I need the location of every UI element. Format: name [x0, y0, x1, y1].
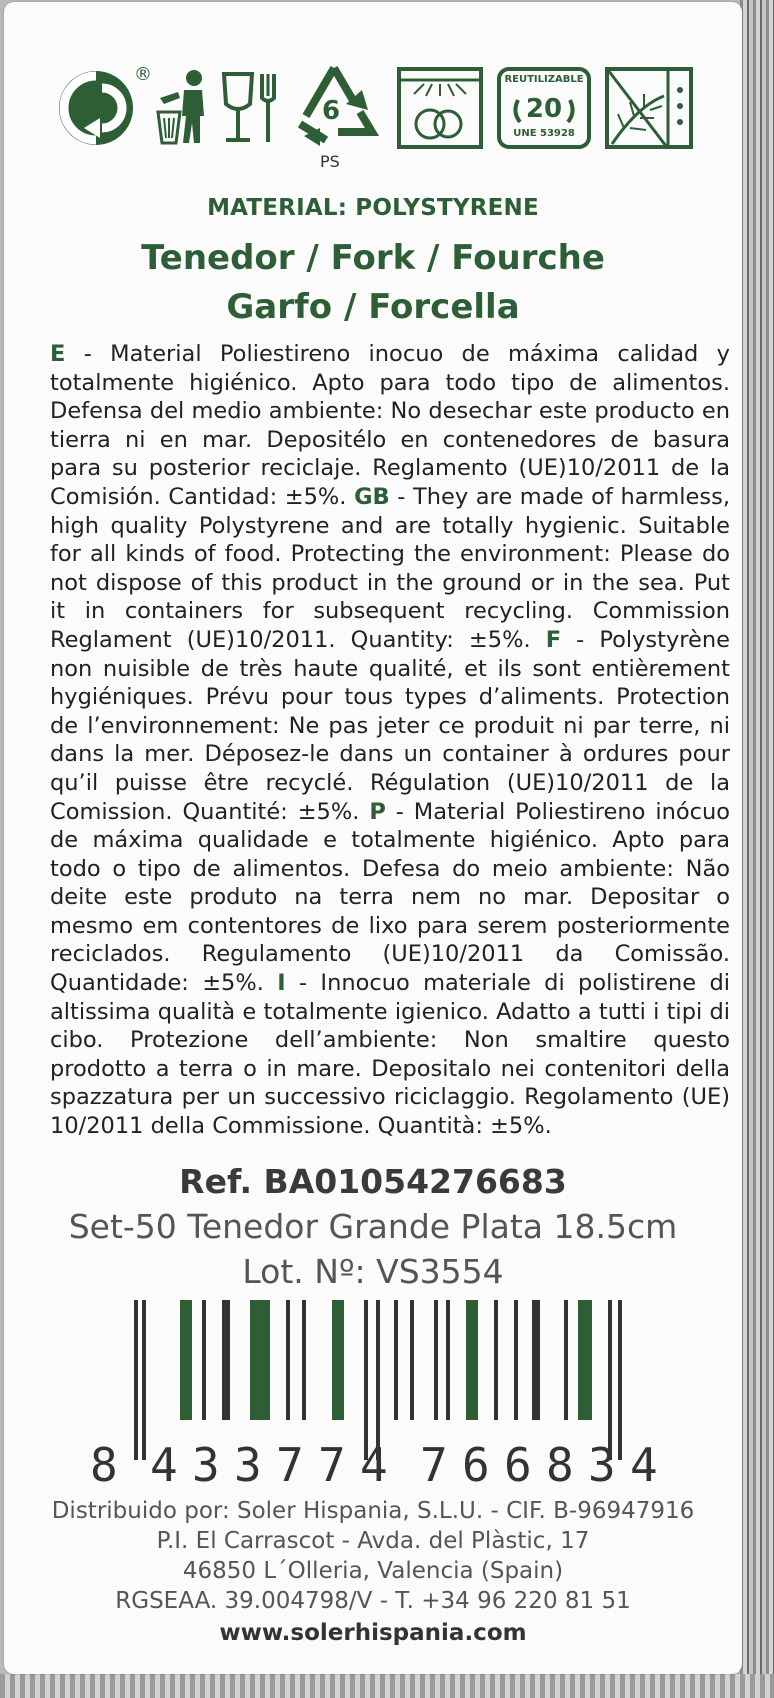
icon-row [4, 58, 742, 171]
barcode-bar [142, 1300, 146, 1460]
barcode-bar [494, 1300, 498, 1420]
barcode-digit: 3 [192, 1438, 220, 1492]
footer-website[interactable]: www.solerhispania.com [219, 1620, 527, 1646]
barcode-digit: 7 [318, 1438, 346, 1492]
barcode-bar [180, 1300, 192, 1420]
material-title: MATERIAL: POLYSTYRENE [207, 195, 539, 221]
barcode-bar [332, 1300, 344, 1420]
barcode-bar [410, 1300, 414, 1420]
barcode-digit: 3 [588, 1438, 616, 1492]
barcode-bar [608, 1300, 612, 1460]
dishwasher-icon [396, 66, 484, 150]
freezer-leaf-icon [604, 66, 694, 150]
barcode-digits [90, 1438, 690, 1498]
barcode-bar [514, 1300, 518, 1420]
barcode-bar [286, 1300, 290, 1420]
tidyman-icon [154, 68, 214, 148]
barcode [94, 1300, 664, 1460]
barcode-bar [134, 1300, 138, 1460]
product-name-line-1: Tenedor / Fork / Fourche [141, 238, 605, 278]
lang-text-p: - Material Poliestireno inócuo de máxima qualidade e totalmente higiénico. Apto para todo o tipo de alimentos. Defesa do meio ambiente: Não deite este produto na terra nem no mar. Depositar o mesmo em contentores de lixo para serem posteriormente reciclados. Regulamento (UE)10/2011 da Comissão. Quantidade: ±5%. [50, 798, 731, 997]
barcode-bar [466, 1300, 478, 1420]
barcode-bar [434, 1300, 438, 1420]
lang-code-i: I [277, 970, 286, 997]
product-description: Set-50 Tenedor Grande Plata 18.5cm [68, 1207, 678, 1246]
reusable-count: 20 [525, 94, 563, 124]
lang-text-i: - Innocuo materiale di polistirene di altissima qualità e totalmente igienico. Adatto a tutti i tipi di cibo. Protezione dell’ambiente: Non smaltire questo prodotto a terra o in mare. Depositalo nei contenitori della spazzatura per un successivo riciclaggio. Regolamento (UE) 10/2011 della Commissione. Quantità: ±5%. [50, 970, 730, 1140]
product-name-line-2: Garfo / Forcella [226, 287, 520, 327]
food-safe-icon [218, 70, 288, 146]
barcode-bar [532, 1300, 540, 1420]
reusable-norm: UNE 53928 [513, 128, 575, 139]
barcode-digit: 4 [630, 1438, 658, 1492]
footer-city: 46850 L´Olleria, Valencia (Spain) [182, 1558, 564, 1584]
barcode-digit: 3 [234, 1438, 262, 1492]
barcode-digit: 4 [360, 1438, 388, 1492]
reusable-title: REUTILIZABLE [504, 74, 584, 85]
barcode-bar [618, 1300, 622, 1460]
barcode-bar [578, 1300, 592, 1420]
barcode-digit: 7 [276, 1438, 304, 1492]
lot-number: Lot. Nº: VS3554 [242, 1252, 504, 1291]
barcode-digit: 7 [420, 1438, 448, 1492]
barcode-bar [564, 1300, 568, 1420]
green-dot-icon [56, 68, 136, 148]
registered-mark: ® [134, 64, 152, 85]
footer-distributor: Distribuido por: Soler Hispania, S.L.U. - CIF. B-96947916 [51, 1498, 695, 1524]
barcode-bar [364, 1300, 368, 1460]
barcode-digit: 6 [462, 1438, 490, 1492]
barcode-bar [394, 1300, 398, 1420]
lang-text-gb: - They are made of harmless, high quality Polystyrene and are totally hygienic. Suitable for all kinds of food. Protecting the environment: Please do not dispose of this product in the ground or in the sea. Put it in containers for subsequent recycling. Commission Reglament (UE)10/2011. Quantity: ±5%. [50, 483, 730, 653]
lang-code-f: F [545, 626, 562, 653]
barcode-digit: 6 [504, 1438, 532, 1492]
footer-registry: RGSEAA. 39.004798/V - T. +34 96 220 81 51 [115, 1588, 631, 1614]
barcode-bar [250, 1300, 270, 1420]
product-label [4, 2, 742, 1674]
footer-address: P.I. El Carrascot - Avda. del Plàstic, 17 [156, 1528, 590, 1554]
lang-text-f: - Polystyrène non nuisible de très haute qualité, et ils sont entièrement hygiéniques. Prévu pour tous types d’aliments. Protection de l’environnement: Ne pas jeter ce produit ni par terre, ni dans la mer. Déposez-le dans un container à ordures pour qu’il puisse être recyclé. Régulation (UE)10/2011 de la Comission. Quantité: ±5%. [50, 626, 730, 825]
recycle-code: PS [320, 152, 340, 171]
lang-code-e: E [50, 341, 66, 367]
barcode-digit: 8 [546, 1438, 574, 1492]
lang-code-gb: GB [354, 483, 390, 510]
barcode-bar [202, 1300, 206, 1420]
reference-number: Ref. BA01054276683 [179, 1162, 567, 1201]
lang-code-p: P [369, 798, 386, 825]
lang-text-e: - Material Poliestireno inocuo de máxima calidad y totalmente higiénico. Apto para todo tipo de alimentos. Defensa del medio ambiente: No desechar este producto en tierra ni en mar. Depositélo en contenedores de basura para su posterior reciclaje. Reglamento (UE)10/2011 de la Comisión. Cantidad: ±5%. [50, 341, 730, 510]
barcode-bar [376, 1300, 380, 1460]
multilingual-description [50, 340, 730, 1141]
barcode-digit: 8 [90, 1438, 118, 1492]
barcode-digit: 4 [150, 1438, 178, 1492]
barcode-bar [446, 1300, 450, 1420]
recycle-number: 6 [322, 96, 341, 126]
background-bottom-stripes [0, 1674, 774, 1698]
barcode-bar [222, 1300, 230, 1420]
barcode-bar [302, 1300, 306, 1420]
background-stripes [740, 0, 774, 1698]
